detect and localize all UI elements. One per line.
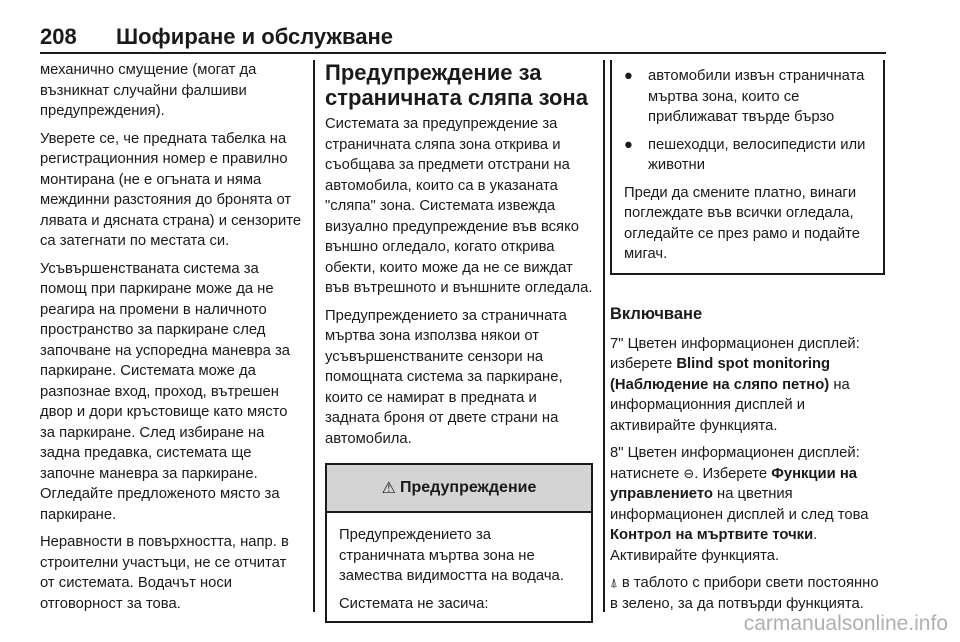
bullet-icon: ● — [624, 136, 633, 153]
text-span: на информационния дисплей и активирайте функцията. — [610, 376, 850, 434]
warning-icon: ⚠ — [381, 480, 396, 497]
paragraph — [610, 334, 885, 437]
settings-icon: ⊖ — [683, 465, 695, 481]
warning-box — [325, 463, 593, 623]
warning-title: Предупреждение — [400, 479, 537, 496]
paragraph: Системата не засича: — [339, 595, 489, 612]
text-span: 7" Цветен информационен дисплей: изберете — [610, 335, 860, 372]
menu-reference: Blind spot monitoring (Наблюдение на сляпо петно) — [610, 356, 831, 393]
paragraph: механично смущение (могат да възникнат случайни фалшиви предупреждения). — [40, 62, 257, 119]
column-divider — [313, 60, 315, 612]
paragraph — [610, 573, 885, 614]
page-number: 208 — [40, 24, 77, 49]
list-item — [624, 135, 873, 176]
paragraph: Неравности в повърхността, напр. в строителни участъци, не се отчитат от системата. Водачът носи отговорност за това. — [40, 534, 289, 612]
paragraph: Преди да смените платно, винаги поглеждате във всички огледала, огледайте се през рамо и подайте мигач. — [624, 184, 860, 262]
blind-spot-indicator-icon: ⍋ — [610, 575, 618, 590]
column-right — [610, 60, 885, 621]
list-item-text: пешеходци, велосипедисти или животни — [648, 136, 866, 173]
watermark: carmanualsonline.info — [743, 612, 948, 635]
warning-body — [327, 513, 591, 614]
text-span: . Изберете — [694, 465, 772, 482]
menu-reference: Контрол на мъртвите точки — [610, 527, 814, 543]
chapter-title: Шофиране и обслужване — [116, 24, 394, 49]
paragraph: Предупреждението за страничната мъртва зона не замества видимостта на водача. — [339, 527, 564, 584]
text-span: . Активирайте функцията. — [610, 527, 818, 564]
section-title: Предупреждение за страничната сляпа зона — [325, 60, 588, 110]
bullet-icon: ● — [624, 68, 633, 84]
warning-header — [327, 465, 591, 513]
paragraph: Системата за предупреждение за страничната сляпа зона открива и съобщава за предмети отстрани на автомобила, които са в указаната "сляпа" зона. Системата извежда визуално предупреждение във всяко външно огледало, когато открива обекти, които може да не се виждат във вътрешното и външните огледала. — [325, 116, 593, 296]
list-item-text: автомобили извън страничната мъртва зона, които се приближават твърде бързо — [648, 68, 865, 125]
list-item — [624, 66, 873, 128]
paragraph: Усъвършенстваната система за помощ при паркиране може да не реагира на промени в наличното пространство за паркиране след започване на успоредна маневра за паркиране. Системата може да разпознае вход, проход, вътрешен двор и дори кръстовище като място за паркиране. След избиране на задна предавка, системата ще започне маневра за паркиране. Огледайте предложеното място за паркиране. — [40, 260, 290, 523]
page-header — [40, 14, 886, 54]
paragraph: Уверете се, че предната табелка на регистрационния номер е правилно монтирана (не е огъната и няма междинни разстояния до бронята от лявата и дясната страна) и сензорите са затегнати по местата си. — [40, 130, 302, 249]
warning-box-continued — [610, 60, 885, 275]
text-span: 8" Цветен информационен дисплей: натиснете — [610, 445, 860, 482]
paragraph: Предупреждението за страничната мъртва зона използва някои от усъвършенстваните сензори на помощната система за паркиране, които се намират в предната и задната броня от двете страни на автомобила. — [325, 307, 567, 447]
section-title: Включване — [610, 304, 703, 323]
column-divider — [603, 60, 605, 612]
text-span: на цветния информационен дисплей и след това — [610, 486, 869, 523]
paragraph — [610, 443, 885, 566]
column-middle — [325, 60, 593, 623]
column-left — [40, 60, 302, 621]
menu-reference: Функции на управлението — [610, 465, 858, 502]
text-span: в таблото с прибори свети постоянно в зелено, за да потвърди функцията. — [610, 575, 879, 612]
